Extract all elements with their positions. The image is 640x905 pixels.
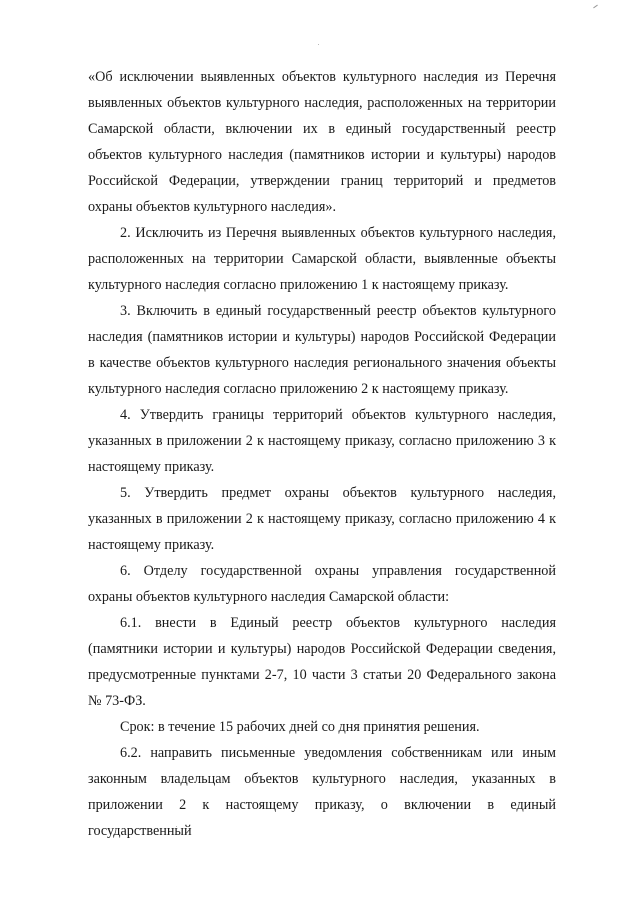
paragraph-item-2: 2. Исключить из Перечня выявленных объектов культурного наследия, расположенных на территории Самарской области, выявленные объекты культурного наследия согласно приложению 1 к настоящему приказу. (88, 225, 556, 293)
scan-mark (593, 5, 598, 9)
paragraph-item-6-2: 6.2. направить письменные уведомления собственникам или иным законным владельцам объектов культурного наследия, указанных в приложении 2 к настоящему приказу, о включении в единый государственный (88, 745, 556, 839)
paragraph-item-3: 3. Включить в единый государственный реестр объектов культурного наследия (памятников истории и культуры) народов Российской Федерации в качестве объектов культурного наследия регионального значения объекты культурного наследия согласно приложению 2 к настоящему приказу. (88, 303, 556, 397)
paragraph-deadline: Срок: в течение 15 рабочих дней со дня принятия решения. (120, 719, 480, 735)
paragraph-item-5: 5. Утвердить предмет охраны объектов культурного наследия, указанных в приложении 2 к настоящему приказу, согласно приложению 4 к настоящему приказу. (88, 485, 556, 553)
paragraph-intro-quote: «Об исключении выявленных объектов культурного наследия из Перечня выявленных объектов культурного наследия, расположенных на территории Самарской области, включении их в единый государственный реестр объектов культурного наследия (памятников истории и культуры) народов Российской Федерации, утверждении границ территорий и предметов охраны объектов культурного наследия». (88, 69, 556, 215)
document-body (88, 64, 556, 844)
paragraph-item-6-1: 6.1. внести в Единый реестр объектов культурного наследия (памятники истории и культуры) народов Российской Федерации сведения, предусмотренные пунктами 2-7, 10 части 3 статьи 20 Федерального закона № 73-ФЗ. (88, 615, 556, 709)
scan-speck (318, 44, 319, 45)
paragraph-item-6: 6. Отделу государственной охраны управления государственной охраны объектов культурного наследия Самарской области: (88, 563, 556, 605)
paragraph-item-4: 4. Утвердить границы территорий объектов культурного наследия, указанных в приложении 2 к настоящему приказу, согласно приложению 3 к настоящему приказу. (88, 407, 556, 475)
